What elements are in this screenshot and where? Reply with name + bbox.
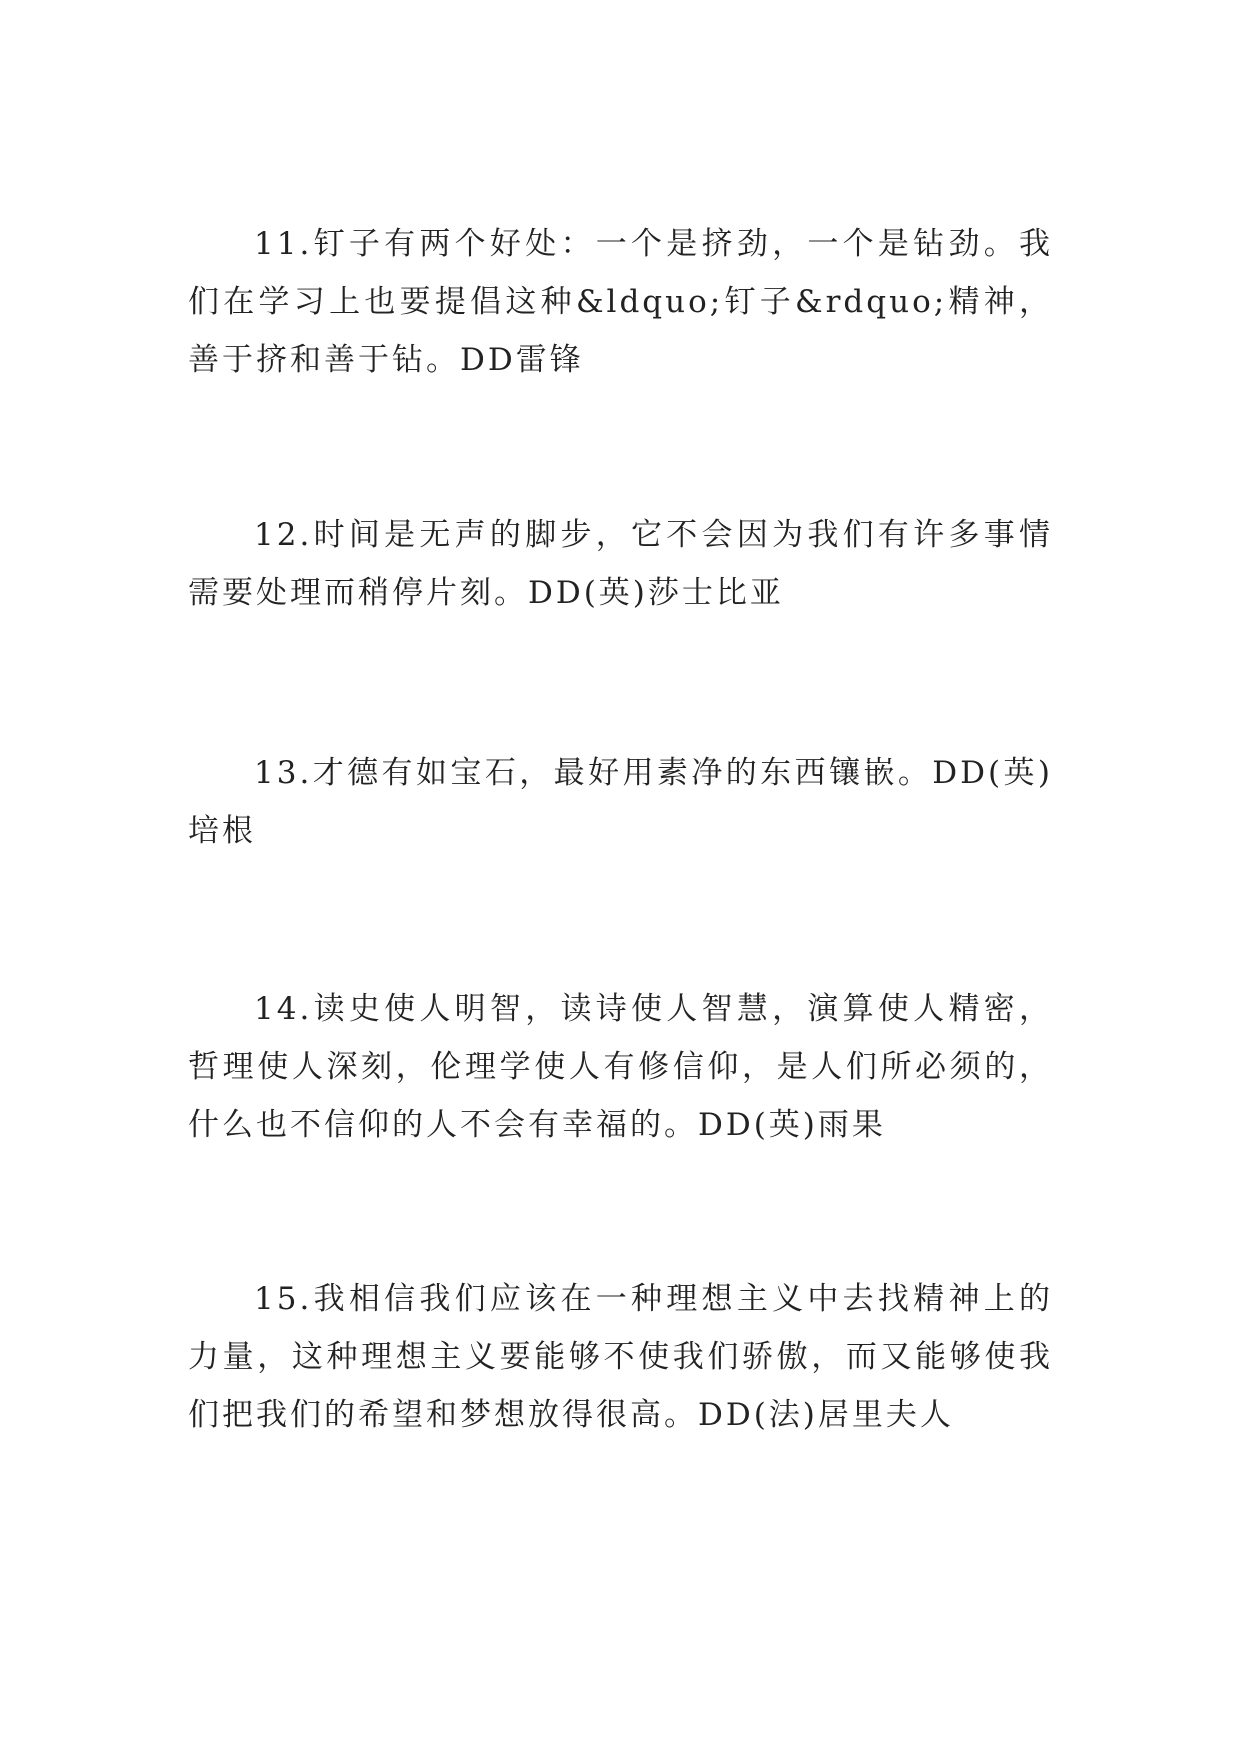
quote-paragraph-11: 11.钉子有两个好处：一个是挤劲，一个是钻劲。我们在学习上也要提倡这种&ldquo;钉子&rdquo;精神，善于挤和善于钻。DD雷锋 (188, 226, 1053, 378)
quote-paragraph-12: 12.时间是无声的脚步，它不会因为我们有许多事情需要处理而稍停片刻。DD(英)莎士比亚 (188, 517, 1053, 611)
quote-paragraph-13: 13.才德有如宝石，最好用素净的东西镶嵌。DD(英)培根 (188, 755, 1053, 849)
quote-paragraph-14: 14.读史使人明智，读诗使人智慧，演算使人精密，哲理使人深刻，伦理学使人有修信仰，是人们所必须的，什么也不信仰的人不会有幸福的。DD(英)雨果 (188, 991, 1053, 1143)
quote-paragraph-15: 15.我相信我们应该在一种理想主义中去找精神上的力量，这种理想主义要能够不使我们骄傲，而又能够使我们把我们的希望和梦想放得很高。DD(法)居里夫人 (188, 1281, 1053, 1433)
